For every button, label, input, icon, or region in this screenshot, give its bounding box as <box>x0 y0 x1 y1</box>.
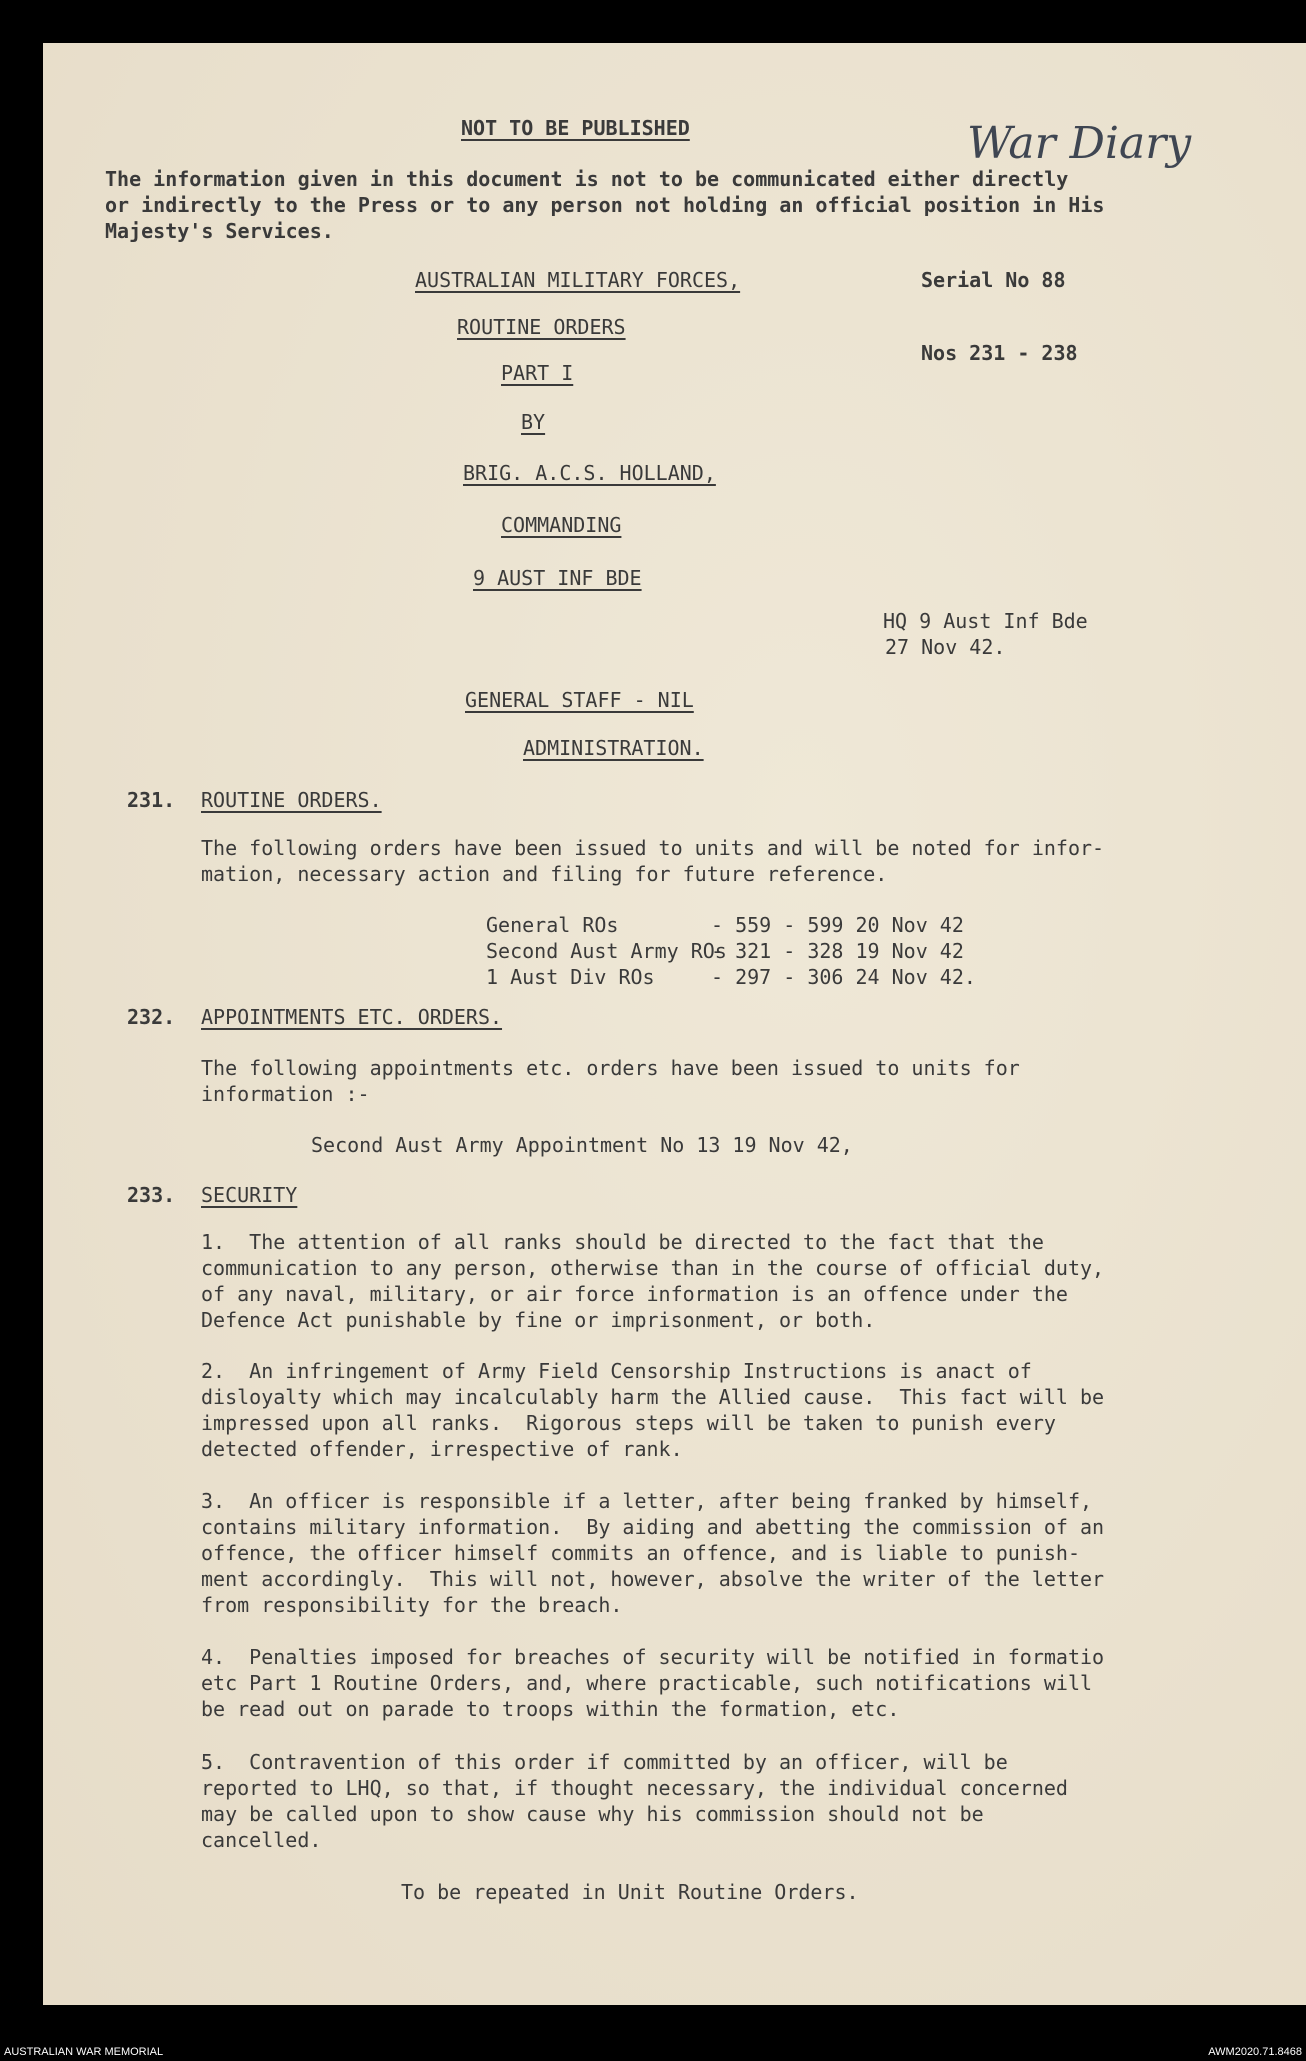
item-232-text-1: The following appointments etc. orders have been issued to units for <box>201 1056 1020 1080</box>
hq-address: HQ 9 Aust Inf Bde <box>883 609 1088 633</box>
orders-table-name: Second Aust Army ROs <box>486 939 727 963</box>
security-para-3-line: 3. An officer is responsible if a letter, after being franked by himself, <box>201 1489 1093 1513</box>
item-232-appointment: Second Aust Army Appointment No 13 19 Nov 42, <box>311 1133 853 1157</box>
orders-table-name: 1 Aust Div ROs <box>486 965 655 989</box>
warning-line-1: The information given in this document is not to be communicated either directly <box>105 167 1069 191</box>
administration-heading: ADMINISTRATION. <box>523 736 704 760</box>
security-para-2-line: disloyalty which may incalculably harm the Allied cause. This fact will be <box>201 1385 1105 1409</box>
formation-heading: 9 AUST INF BDE <box>473 566 642 590</box>
forces-heading: AUSTRALIAN MILITARY FORCES, <box>415 268 741 292</box>
item-231-text-1: The following orders have been issued to units and will be noted for infor- <box>201 836 1105 860</box>
footer-right: AWM2020.71.8468 <box>1208 2046 1302 2058</box>
serial-number: Serial No 88 <box>921 268 1066 292</box>
security-para-3-line: contains military information. By aiding and abetting the commission of an <box>201 1515 1105 1539</box>
footer-left: AUSTRALIAN WAR MEMORIAL <box>4 2046 164 2058</box>
item-231-number: 231. <box>127 788 176 812</box>
security-para-5-line: reported to LHQ, so that, if thought necessary, the individual concerned <box>201 1776 1068 1800</box>
order-numbers: Nos 231 - 238 <box>921 341 1078 365</box>
security-para-4-line: etc Part 1 Routine Orders, and, where practicable, such notifications will <box>201 1671 1093 1695</box>
orders-table-name: General ROs <box>486 913 619 937</box>
by-heading: BY <box>521 410 546 434</box>
item-232-text-2: information :- <box>201 1082 370 1106</box>
item-231-heading: ROUTINE ORDERS. <box>201 788 382 812</box>
warning-line-2: or indirectly to the Press or to any person not holding an official position in His <box>105 193 1105 217</box>
security-para-5-line: may be called upon to show cause why his commission should not be <box>201 1802 984 1826</box>
security-para-4-line: 4. Penalties imposed for breaches of security will be notified in formatio <box>201 1645 1105 1669</box>
orders-table-range: - 321 - 328 19 Nov 42 <box>711 939 964 963</box>
security-para-5-line: cancelled. <box>201 1828 322 1852</box>
security-para-5-line: 5. Contravention of this order if committed by an officer, will be <box>201 1750 1008 1774</box>
commanding-heading: COMMANDING <box>501 513 622 537</box>
order-date: 27 Nov 42. <box>885 635 1006 659</box>
warning-line-3: Majesty's Services. <box>105 219 334 243</box>
security-para-3-line: offence, the officer himself commits an offence, and is liable to punish- <box>201 1541 1080 1565</box>
commander-heading: BRIG. A.C.S. HOLLAND, <box>463 461 716 485</box>
orders-table-range: - 297 - 306 24 Nov 42. <box>711 965 976 989</box>
security-para-1-line: 1. The attention of all ranks should be directed to the fact that the <box>201 1230 1044 1254</box>
item-231-text-2: mation, necessary action and filing for future reference. <box>201 862 888 886</box>
security-para-2-line: impressed upon all ranks. Rigorous steps will be taken to punish every <box>201 1411 1056 1435</box>
routine-orders-heading: ROUTINE ORDERS <box>457 315 626 339</box>
security-para-2-line: detected offender, irrespective of rank. <box>201 1437 683 1461</box>
not-to-be-published-title: NOT TO BE PUBLISHED <box>461 116 690 140</box>
security-para-1-line: of any naval, military, or air force information is an offence under the <box>201 1282 1068 1306</box>
document-page <box>43 43 1306 2005</box>
part-heading: PART I <box>501 361 574 385</box>
svg-text:War Diary: War Diary <box>967 118 1192 169</box>
security-para-3-line: ment accordingly. This will not, however, absolve the writer of the letter <box>201 1567 1105 1591</box>
security-para-2-line: 2. An infringement of Army Field Censorship Instructions is anact of <box>201 1359 1032 1383</box>
item-232-number: 232. <box>127 1005 176 1029</box>
security-para-3-line: from responsibility for the breach. <box>201 1593 623 1617</box>
item-233-heading: SECURITY <box>201 1183 298 1207</box>
security-para-1-line: Defence Act punishable by fine or imprisonment, or both. <box>201 1308 876 1332</box>
general-staff-heading: GENERAL STAFF - NIL <box>465 688 694 712</box>
security-para-1-line: communication to any person, otherwise than in the course of official duty, <box>201 1256 1105 1280</box>
security-para-4-line: be read out on parade to troops within the formation, etc. <box>201 1697 900 1721</box>
orders-table-range: - 559 - 599 20 Nov 42 <box>711 913 964 937</box>
item-232-heading: APPOINTMENTS ETC. ORDERS. <box>201 1005 503 1029</box>
repeat-note: To be repeated in Unit Routine Orders. <box>401 1880 859 1904</box>
item-233-number: 233. <box>127 1183 176 1207</box>
